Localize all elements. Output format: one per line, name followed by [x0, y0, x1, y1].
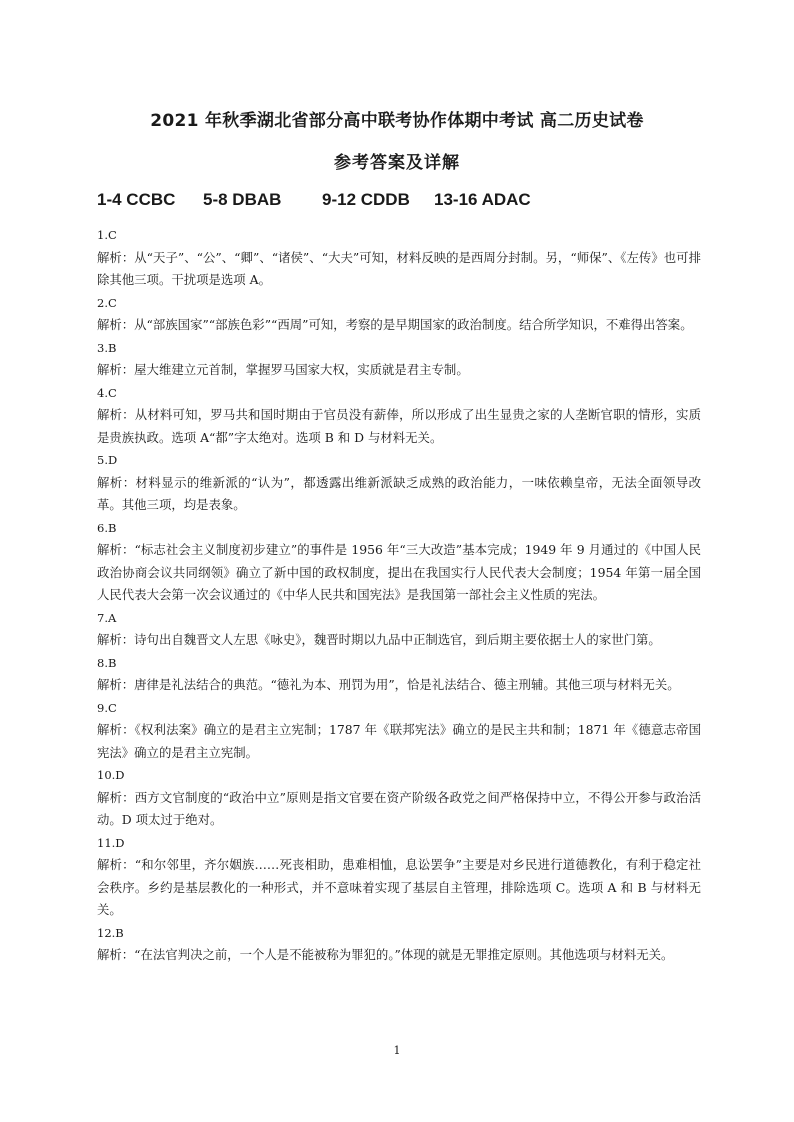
item-11-analysis: 解析：“和尔邻里，齐尔姻族……死丧相助，患难相恤，息讼罢争”主要是对乡民进行道德教化，有利于稳定社会秩序。乡约是基层教化的一种形式，并不意味着实现了基层自主管理，排除选项 C。选项 A 和 B 与材料无关。	[97, 857, 701, 917]
item-1-answer: 1.C	[97, 228, 117, 242]
item-1-analysis: 解析：从“天子”、“公”、“卿”、“诸侯”、“大夫”可知，材料反映的是西周分封制。另，“师保”、《左传》也可排除其他三项。干扰项是选项 A。	[97, 249, 701, 287]
item-12-answer: 12.B	[97, 925, 124, 940]
answer-explanations	[97, 224, 701, 967]
answer-key-group-3: 9-12 CDDB	[322, 190, 410, 209]
item-7-answer: 7.A	[97, 610, 117, 625]
page-number: 1	[393, 1044, 401, 1057]
item-2-analysis: 解析：从“部族国家”“部族色彩”“西周”可知，考察的是早期国家的政治制度。结合所学知识，不难得出答案。	[97, 317, 693, 332]
item-12-analysis: 解析：“在法官判决之前，一个人是不能被称为罪犯的。”体现的就是无罪推定原则。其他选项与材料无关。	[97, 947, 674, 962]
item-7-analysis: 解析：诗句出自魏晋文人左思《咏史》，魏晋时期以九品中正制选官，到后期主要依据士人的家世门第。	[97, 632, 661, 647]
item-5-answer: 5.D	[97, 453, 118, 467]
item-9-answer: 9.C	[97, 700, 117, 715]
item-6-analysis: 解析：“标志社会主义制度初步建立”的事件是 1956 年“三大改造”基本完成；1949 年 9 月通过的《中国人民政治协商会议共同纲领》确立了新中国的政权制度，提出在我国实行人民代表大会制度；1954 年第一届全国人民代表大会第一次会议通过的《中华人民共和国宪法》是我国第一部社会主义性质的宪法。	[97, 542, 701, 602]
item-9-analysis: 解析：《权利法案》确立的是君主立宪制；1787 年《联邦宪法》确立的是民主共和制；1871 年《德意志帝国宪法》确立的是君主立宪制。	[97, 722, 701, 760]
item-3-analysis: 解析：屋大维建立元首制，掌握罗马国家大权，实质就是君主专制。	[97, 362, 469, 377]
item-5-analysis: 解析：材料显示的维新派的“认为”，都透露出维新派缺乏成熟的政治能力，一味依赖皇帝，无法全面领导改革。其他三项，均是表象。	[97, 474, 701, 512]
item-2-answer: 2.C	[97, 295, 117, 310]
answer-key-group-2: 5-8 DBAB	[203, 190, 282, 209]
answer-key-group-4: 13-16 ADAC	[434, 190, 531, 209]
item-4-analysis: 解析：从材料可知，罗马共和国时期由于官员没有薪俸，所以形成了出生显贵之家的人垄断官职的情形，实质是贵族执政。选项 A“都”字太绝对。选项 B 和 D 与材料无关。	[97, 407, 701, 445]
item-8-answer: 8.B	[97, 655, 117, 670]
item-10-analysis: 解析：西方文官制度的“政治中立”原则是指文官要在资产阶级各政党之间严格保持中立，不得公开参与政治活动。D 项太过于绝对。	[97, 789, 701, 827]
item-11-answer: 11.D	[97, 835, 125, 850]
item-4-answer: 4.C	[97, 385, 117, 400]
document-subtitle: 参考答案及详解	[334, 153, 460, 173]
item-6-answer: 6.B	[97, 520, 117, 535]
item-3-answer: 3.B	[97, 340, 117, 355]
document-title: 2021 年秋季湖北省部分高中联考协作体期中考试 高二历史试卷	[150, 111, 644, 131]
item-8-analysis: 解析：唐律是礼法结合的典范。“德礼为本、刑罚为用”，恰是礼法结合、德主刑辅。其他三项与材料无关。	[97, 677, 680, 692]
answer-key-group-1: 1-4 CCBC	[97, 190, 176, 209]
item-10-answer: 10.D	[97, 768, 125, 782]
